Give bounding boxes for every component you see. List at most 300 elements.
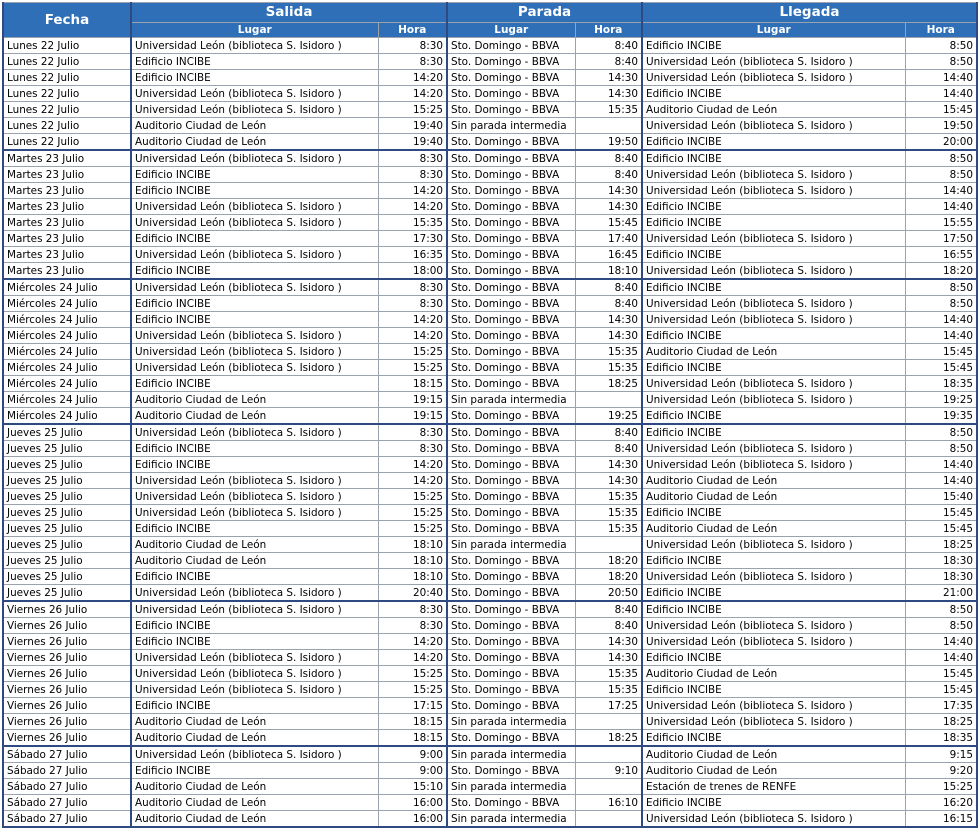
header-llegada-lugar: Lugar xyxy=(642,23,905,38)
table-row xyxy=(3,795,977,811)
fecha-cell: Jueves 25 Julio xyxy=(3,473,131,489)
llegada-lugar-cell: Edificio INCIBE xyxy=(642,215,905,231)
parada-lugar-cell: Sto. Domingo - BBVA xyxy=(447,183,575,199)
salida-lugar-cell: Auditorio Ciudad de León xyxy=(131,392,378,408)
fecha-cell: Lunes 22 Julio xyxy=(3,134,131,151)
fecha-cell: Viernes 26 Julio xyxy=(3,601,131,618)
salida-lugar-cell: Edificio INCIBE xyxy=(131,634,378,650)
salida-lugar-cell: Edificio INCIBE xyxy=(131,457,378,473)
llegada-lugar-cell: Edificio INCIBE xyxy=(642,795,905,811)
llegada-hora-cell: 15:45 xyxy=(905,666,977,682)
salida-hora-cell: 15:25 xyxy=(378,505,447,521)
llegada-lugar-cell: Estación de trenes de RENFE xyxy=(642,779,905,795)
parada-hora-cell: 8:40 xyxy=(575,424,642,441)
llegada-hora-cell: 15:45 xyxy=(905,102,977,118)
llegada-lugar-cell: Universidad León (biblioteca S. Isidoro ) xyxy=(642,376,905,392)
header-parada-hora: Hora xyxy=(575,23,642,38)
parada-lugar-cell: Sto. Domingo - BBVA xyxy=(447,150,575,167)
parada-hora-cell: 14:30 xyxy=(575,70,642,86)
parada-lugar-cell: Sto. Domingo - BBVA xyxy=(447,328,575,344)
table-row xyxy=(3,150,977,167)
parada-hora-cell: 15:35 xyxy=(575,521,642,537)
salida-hora-cell: 8:30 xyxy=(378,279,447,296)
salida-hora-cell: 19:15 xyxy=(378,392,447,408)
table-row xyxy=(3,698,977,714)
header-llegada: Llegada xyxy=(642,3,977,23)
header-fecha: Fecha xyxy=(3,3,131,38)
fecha-cell: Jueves 25 Julio xyxy=(3,505,131,521)
parada-hora-cell: 15:35 xyxy=(575,505,642,521)
salida-lugar-cell: Edificio INCIBE xyxy=(131,698,378,714)
salida-hora-cell: 16:00 xyxy=(378,811,447,828)
table-row xyxy=(3,730,977,747)
salida-hora-cell: 14:20 xyxy=(378,473,447,489)
llegada-lugar-cell: Universidad León (biblioteca S. Isidoro ) xyxy=(642,537,905,553)
llegada-hora-cell: 14:40 xyxy=(905,70,977,86)
llegada-hora-cell: 14:40 xyxy=(905,650,977,666)
salida-hora-cell: 14:20 xyxy=(378,86,447,102)
llegada-hora-cell: 8:50 xyxy=(905,424,977,441)
llegada-hora-cell: 14:40 xyxy=(905,473,977,489)
salida-hora-cell: 19:15 xyxy=(378,408,447,425)
llegada-lugar-cell: Auditorio Ciudad de León xyxy=(642,763,905,779)
table-row xyxy=(3,86,977,102)
parada-hora-cell: 18:20 xyxy=(575,569,642,585)
table-row xyxy=(3,505,977,521)
llegada-lugar-cell: Edificio INCIBE xyxy=(642,150,905,167)
salida-lugar-cell: Auditorio Ciudad de León xyxy=(131,730,378,747)
salida-hora-cell: 18:00 xyxy=(378,263,447,280)
parada-hora-cell: 9:10 xyxy=(575,763,642,779)
salida-hora-cell: 14:20 xyxy=(378,183,447,199)
salida-hora-cell: 20:40 xyxy=(378,585,447,602)
table-row xyxy=(3,779,977,795)
llegada-lugar-cell: Universidad León (biblioteca S. Isidoro ) xyxy=(642,698,905,714)
table-row xyxy=(3,54,977,70)
fecha-cell: Miércoles 24 Julio xyxy=(3,279,131,296)
fecha-cell: Sábado 27 Julio xyxy=(3,795,131,811)
salida-hora-cell: 8:30 xyxy=(378,54,447,70)
parada-lugar-cell: Sto. Domingo - BBVA xyxy=(447,312,575,328)
parada-lugar-cell: Sto. Domingo - BBVA xyxy=(447,263,575,280)
fecha-cell: Sábado 27 Julio xyxy=(3,779,131,795)
salida-lugar-cell: Universidad León (biblioteca S. Isidoro ) xyxy=(131,328,378,344)
salida-lugar-cell: Universidad León (biblioteca S. Isidoro ) xyxy=(131,360,378,376)
table-row xyxy=(3,666,977,682)
salida-lugar-cell: Edificio INCIBE xyxy=(131,167,378,183)
parada-hora-cell: 14:30 xyxy=(575,650,642,666)
llegada-hora-cell: 18:25 xyxy=(905,714,977,730)
llegada-hora-cell: 8:50 xyxy=(905,441,977,457)
llegada-lugar-cell: Auditorio Ciudad de León xyxy=(642,666,905,682)
parada-lugar-cell: Sto. Domingo - BBVA xyxy=(447,70,575,86)
parada-lugar-cell: Sto. Domingo - BBVA xyxy=(447,424,575,441)
salida-lugar-cell: Edificio INCIBE xyxy=(131,231,378,247)
llegada-lugar-cell: Universidad León (biblioteca S. Isidoro ) xyxy=(642,54,905,70)
llegada-lugar-cell: Auditorio Ciudad de León xyxy=(642,473,905,489)
salida-hora-cell: 17:30 xyxy=(378,231,447,247)
salida-hora-cell: 8:30 xyxy=(378,167,447,183)
llegada-lugar-cell: Edificio INCIBE xyxy=(642,650,905,666)
llegada-hora-cell: 16:20 xyxy=(905,795,977,811)
parada-lugar-cell: Sto. Domingo - BBVA xyxy=(447,134,575,151)
parada-hora-cell: 8:40 xyxy=(575,150,642,167)
salida-hora-cell: 14:20 xyxy=(378,70,447,86)
llegada-lugar-cell: Universidad León (biblioteca S. Isidoro ) xyxy=(642,457,905,473)
table-row xyxy=(3,408,977,425)
fecha-cell: Lunes 22 Julio xyxy=(3,38,131,54)
salida-lugar-cell: Universidad León (biblioteca S. Isidoro ) xyxy=(131,746,378,763)
parada-hora-cell: 18:10 xyxy=(575,263,642,280)
llegada-hora-cell: 15:45 xyxy=(905,360,977,376)
fecha-cell: Martes 23 Julio xyxy=(3,199,131,215)
salida-lugar-cell: Universidad León (biblioteca S. Isidoro ) xyxy=(131,424,378,441)
salida-hora-cell: 18:15 xyxy=(378,376,447,392)
salida-hora-cell: 9:00 xyxy=(378,746,447,763)
salida-lugar-cell: Auditorio Ciudad de León xyxy=(131,779,378,795)
llegada-hora-cell: 15:45 xyxy=(905,521,977,537)
salida-hora-cell: 18:15 xyxy=(378,714,447,730)
salida-lugar-cell: Universidad León (biblioteca S. Isidoro ) xyxy=(131,473,378,489)
parada-lugar-cell: Sto. Domingo - BBVA xyxy=(447,102,575,118)
parada-hora-cell: 16:10 xyxy=(575,795,642,811)
parada-hora-cell: 18:20 xyxy=(575,553,642,569)
parada-hora-cell: 8:40 xyxy=(575,618,642,634)
parada-hora-cell: 8:40 xyxy=(575,38,642,54)
parada-lugar-cell: Sto. Domingo - BBVA xyxy=(447,38,575,54)
salida-lugar-cell: Edificio INCIBE xyxy=(131,376,378,392)
llegada-lugar-cell: Edificio INCIBE xyxy=(642,38,905,54)
fecha-cell: Miércoles 24 Julio xyxy=(3,312,131,328)
llegada-lugar-cell: Edificio INCIBE xyxy=(642,360,905,376)
llegada-lugar-cell: Edificio INCIBE xyxy=(642,247,905,263)
llegada-hora-cell: 14:40 xyxy=(905,634,977,650)
salida-lugar-cell: Universidad León (biblioteca S. Isidoro ) xyxy=(131,585,378,602)
salida-hora-cell: 15:25 xyxy=(378,666,447,682)
parada-lugar-cell: Sto. Domingo - BBVA xyxy=(447,698,575,714)
fecha-cell: Martes 23 Julio xyxy=(3,263,131,280)
salida-hora-cell: 18:15 xyxy=(378,730,447,747)
parada-lugar-cell: Sin parada intermedia xyxy=(447,746,575,763)
parada-lugar-cell: Sto. Domingo - BBVA xyxy=(447,553,575,569)
llegada-hora-cell: 15:45 xyxy=(905,344,977,360)
fecha-cell: Sábado 27 Julio xyxy=(3,811,131,828)
llegada-hora-cell: 8:50 xyxy=(905,150,977,167)
salida-lugar-cell: Edificio INCIBE xyxy=(131,183,378,199)
salida-hora-cell: 15:25 xyxy=(378,344,447,360)
fecha-cell: Lunes 22 Julio xyxy=(3,86,131,102)
fecha-cell: Viernes 26 Julio xyxy=(3,618,131,634)
llegada-hora-cell: 8:50 xyxy=(905,296,977,312)
parada-lugar-cell: Sto. Domingo - BBVA xyxy=(447,215,575,231)
salida-lugar-cell: Edificio INCIBE xyxy=(131,312,378,328)
llegada-hora-cell: 14:40 xyxy=(905,328,977,344)
fecha-cell: Martes 23 Julio xyxy=(3,183,131,199)
llegada-hora-cell: 8:50 xyxy=(905,279,977,296)
parada-hora-cell xyxy=(575,779,642,795)
fecha-cell: Jueves 25 Julio xyxy=(3,489,131,505)
fecha-cell: Viernes 26 Julio xyxy=(3,650,131,666)
parada-hora-cell: 15:35 xyxy=(575,682,642,698)
salida-lugar-cell: Auditorio Ciudad de León xyxy=(131,811,378,828)
fecha-cell: Lunes 22 Julio xyxy=(3,54,131,70)
salida-lugar-cell: Auditorio Ciudad de León xyxy=(131,714,378,730)
fecha-cell: Jueves 25 Julio xyxy=(3,521,131,537)
parada-lugar-cell: Sin parada intermedia xyxy=(447,118,575,134)
table-row xyxy=(3,569,977,585)
parada-hora-cell: 19:50 xyxy=(575,134,642,151)
salida-hora-cell: 15:35 xyxy=(378,215,447,231)
bus-schedule-table xyxy=(2,2,978,828)
salida-hora-cell: 9:00 xyxy=(378,763,447,779)
table-row xyxy=(3,312,977,328)
llegada-hora-cell: 15:45 xyxy=(905,682,977,698)
salida-lugar-cell: Universidad León (biblioteca S. Isidoro ) xyxy=(131,279,378,296)
salida-lugar-cell: Universidad León (biblioteca S. Isidoro ) xyxy=(131,86,378,102)
salida-lugar-cell: Edificio INCIBE xyxy=(131,569,378,585)
salida-lugar-cell: Edificio INCIBE xyxy=(131,70,378,86)
llegada-hora-cell: 20:00 xyxy=(905,134,977,151)
llegada-hora-cell: 18:30 xyxy=(905,553,977,569)
salida-hora-cell: 16:35 xyxy=(378,247,447,263)
parada-lugar-cell: Sto. Domingo - BBVA xyxy=(447,585,575,602)
parada-hora-cell: 16:45 xyxy=(575,247,642,263)
parada-lugar-cell: Sto. Domingo - BBVA xyxy=(447,634,575,650)
parada-hora-cell: 14:30 xyxy=(575,328,642,344)
salida-lugar-cell: Universidad León (biblioteca S. Isidoro ) xyxy=(131,38,378,54)
table-row xyxy=(3,231,977,247)
parada-hora-cell: 14:30 xyxy=(575,86,642,102)
parada-hora-cell: 15:35 xyxy=(575,666,642,682)
table-row xyxy=(3,296,977,312)
salida-hora-cell: 15:25 xyxy=(378,521,447,537)
llegada-lugar-cell: Universidad León (biblioteca S. Isidoro ) xyxy=(642,231,905,247)
parada-lugar-cell: Sin parada intermedia xyxy=(447,779,575,795)
llegada-lugar-cell: Edificio INCIBE xyxy=(642,86,905,102)
salida-lugar-cell: Edificio INCIBE xyxy=(131,441,378,457)
llegada-lugar-cell: Edificio INCIBE xyxy=(642,682,905,698)
fecha-cell: Viernes 26 Julio xyxy=(3,666,131,682)
table-row xyxy=(3,521,977,537)
parada-lugar-cell: Sin parada intermedia xyxy=(447,811,575,828)
table-row xyxy=(3,263,977,280)
table-row xyxy=(3,279,977,296)
parada-lugar-cell: Sto. Domingo - BBVA xyxy=(447,618,575,634)
parada-lugar-cell: Sin parada intermedia xyxy=(447,714,575,730)
llegada-lugar-cell: Universidad León (biblioteca S. Isidoro ) xyxy=(642,312,905,328)
fecha-cell: Miércoles 24 Julio xyxy=(3,392,131,408)
fecha-cell: Miércoles 24 Julio xyxy=(3,360,131,376)
parada-lugar-cell: Sto. Domingo - BBVA xyxy=(447,344,575,360)
llegada-hora-cell: 14:40 xyxy=(905,199,977,215)
salida-lugar-cell: Universidad León (biblioteca S. Isidoro ) xyxy=(131,102,378,118)
llegada-lugar-cell: Edificio INCIBE xyxy=(642,424,905,441)
llegada-hora-cell: 8:50 xyxy=(905,601,977,618)
llegada-hora-cell: 18:20 xyxy=(905,263,977,280)
llegada-lugar-cell: Edificio INCIBE xyxy=(642,553,905,569)
fecha-cell: Lunes 22 Julio xyxy=(3,118,131,134)
parada-lugar-cell: Sto. Domingo - BBVA xyxy=(447,441,575,457)
salida-hora-cell: 14:20 xyxy=(378,328,447,344)
salida-lugar-cell: Auditorio Ciudad de León xyxy=(131,408,378,425)
parada-hora-cell: 17:25 xyxy=(575,698,642,714)
table-row xyxy=(3,553,977,569)
parada-lugar-cell: Sto. Domingo - BBVA xyxy=(447,666,575,682)
salida-hora-cell: 15:25 xyxy=(378,102,447,118)
llegada-lugar-cell: Auditorio Ciudad de León xyxy=(642,521,905,537)
llegada-lugar-cell: Universidad León (biblioteca S. Isidoro ) xyxy=(642,167,905,183)
fecha-cell: Martes 23 Julio xyxy=(3,167,131,183)
parada-hora-cell: 14:30 xyxy=(575,457,642,473)
llegada-hora-cell: 15:25 xyxy=(905,779,977,795)
salida-hora-cell: 19:40 xyxy=(378,134,447,151)
parada-hora-cell: 14:30 xyxy=(575,473,642,489)
parada-lugar-cell: Sin parada intermedia xyxy=(447,392,575,408)
salida-hora-cell: 8:30 xyxy=(378,424,447,441)
salida-lugar-cell: Universidad León (biblioteca S. Isidoro ) xyxy=(131,489,378,505)
llegada-hora-cell: 18:25 xyxy=(905,537,977,553)
llegada-lugar-cell: Universidad León (biblioteca S. Isidoro ) xyxy=(642,618,905,634)
parada-lugar-cell: Sto. Domingo - BBVA xyxy=(447,296,575,312)
salida-hora-cell: 15:25 xyxy=(378,489,447,505)
fecha-cell: Miércoles 24 Julio xyxy=(3,376,131,392)
fecha-cell: Viernes 26 Julio xyxy=(3,682,131,698)
fecha-cell: Viernes 26 Julio xyxy=(3,634,131,650)
table-row xyxy=(3,811,977,828)
parada-hora-cell: 8:40 xyxy=(575,441,642,457)
llegada-hora-cell: 8:50 xyxy=(905,167,977,183)
table-row xyxy=(3,215,977,231)
salida-hora-cell: 15:25 xyxy=(378,360,447,376)
salida-lugar-cell: Universidad León (biblioteca S. Isidoro ) xyxy=(131,666,378,682)
table-row xyxy=(3,247,977,263)
table-row xyxy=(3,344,977,360)
salida-lugar-cell: Edificio INCIBE xyxy=(131,296,378,312)
salida-hora-cell: 8:30 xyxy=(378,150,447,167)
llegada-hora-cell: 15:40 xyxy=(905,489,977,505)
parada-lugar-cell: Sto. Domingo - BBVA xyxy=(447,569,575,585)
salida-lugar-cell: Auditorio Ciudad de León xyxy=(131,795,378,811)
fecha-cell: Lunes 22 Julio xyxy=(3,70,131,86)
llegada-lugar-cell: Edificio INCIBE xyxy=(642,585,905,602)
table-row xyxy=(3,650,977,666)
parada-lugar-cell: Sto. Domingo - BBVA xyxy=(447,730,575,747)
parada-lugar-cell: Sto. Domingo - BBVA xyxy=(447,376,575,392)
llegada-lugar-cell: Edificio INCIBE xyxy=(642,199,905,215)
fecha-cell: Viernes 26 Julio xyxy=(3,730,131,747)
parada-hora-cell xyxy=(575,537,642,553)
parada-lugar-cell: Sto. Domingo - BBVA xyxy=(447,167,575,183)
llegada-lugar-cell: Universidad León (biblioteca S. Isidoro ) xyxy=(642,441,905,457)
table-row xyxy=(3,360,977,376)
fecha-cell: Martes 23 Julio xyxy=(3,215,131,231)
fecha-cell: Viernes 26 Julio xyxy=(3,698,131,714)
parada-lugar-cell: Sto. Domingo - BBVA xyxy=(447,682,575,698)
salida-lugar-cell: Edificio INCIBE xyxy=(131,54,378,70)
parada-lugar-cell: Sto. Domingo - BBVA xyxy=(447,601,575,618)
llegada-hora-cell: 18:35 xyxy=(905,376,977,392)
parada-hora-cell: 14:30 xyxy=(575,199,642,215)
parada-lugar-cell: Sto. Domingo - BBVA xyxy=(447,54,575,70)
parada-hora-cell: 15:35 xyxy=(575,344,642,360)
table-row xyxy=(3,489,977,505)
table-row xyxy=(3,473,977,489)
llegada-hora-cell: 19:50 xyxy=(905,118,977,134)
header-salida-hora: Hora xyxy=(378,23,447,38)
llegada-lugar-cell: Edificio INCIBE xyxy=(642,408,905,425)
table-row xyxy=(3,102,977,118)
parada-lugar-cell: Sto. Domingo - BBVA xyxy=(447,489,575,505)
salida-hora-cell: 17:15 xyxy=(378,698,447,714)
table-row xyxy=(3,376,977,392)
parada-lugar-cell: Sto. Domingo - BBVA xyxy=(447,521,575,537)
llegada-hora-cell: 14:40 xyxy=(905,312,977,328)
salida-lugar-cell: Auditorio Ciudad de León xyxy=(131,553,378,569)
salida-hora-cell: 18:10 xyxy=(378,553,447,569)
salida-hora-cell: 14:20 xyxy=(378,199,447,215)
salida-hora-cell: 19:40 xyxy=(378,118,447,134)
llegada-hora-cell: 18:30 xyxy=(905,569,977,585)
llegada-lugar-cell: Universidad León (biblioteca S. Isidoro ) xyxy=(642,714,905,730)
salida-lugar-cell: Auditorio Ciudad de León xyxy=(131,118,378,134)
llegada-hora-cell: 15:45 xyxy=(905,505,977,521)
llegada-hora-cell: 14:40 xyxy=(905,183,977,199)
salida-lugar-cell: Universidad León (biblioteca S. Isidoro ) xyxy=(131,505,378,521)
llegada-lugar-cell: Edificio INCIBE xyxy=(642,730,905,747)
fecha-cell: Jueves 25 Julio xyxy=(3,569,131,585)
fecha-cell: Lunes 22 Julio xyxy=(3,102,131,118)
salida-hora-cell: 14:20 xyxy=(378,312,447,328)
salida-hora-cell: 14:20 xyxy=(378,634,447,650)
llegada-lugar-cell: Edificio INCIBE xyxy=(642,328,905,344)
table-row xyxy=(3,618,977,634)
fecha-cell: Miércoles 24 Julio xyxy=(3,408,131,425)
salida-hora-cell: 14:20 xyxy=(378,650,447,666)
parada-hora-cell: 8:40 xyxy=(575,54,642,70)
llegada-hora-cell: 8:50 xyxy=(905,618,977,634)
parada-lugar-cell: Sto. Domingo - BBVA xyxy=(447,795,575,811)
llegada-lugar-cell: Universidad León (biblioteca S. Isidoro ) xyxy=(642,296,905,312)
salida-hora-cell: 15:10 xyxy=(378,779,447,795)
llegada-hora-cell: 8:50 xyxy=(905,38,977,54)
llegada-lugar-cell: Auditorio Ciudad de León xyxy=(642,489,905,505)
fecha-cell: Miércoles 24 Julio xyxy=(3,296,131,312)
parada-lugar-cell: Sin parada intermedia xyxy=(447,537,575,553)
table-row xyxy=(3,199,977,215)
parada-hora-cell xyxy=(575,392,642,408)
llegada-lugar-cell: Auditorio Ciudad de León xyxy=(642,344,905,360)
llegada-hora-cell: 18:35 xyxy=(905,730,977,747)
fecha-cell: Sábado 27 Julio xyxy=(3,746,131,763)
parada-hora-cell xyxy=(575,746,642,763)
fecha-cell: Jueves 25 Julio xyxy=(3,441,131,457)
salida-lugar-cell: Edificio INCIBE xyxy=(131,263,378,280)
table-row xyxy=(3,763,977,779)
salida-hora-cell: 8:30 xyxy=(378,38,447,54)
salida-lugar-cell: Edificio INCIBE xyxy=(131,521,378,537)
llegada-hora-cell: 14:40 xyxy=(905,86,977,102)
parada-lugar-cell: Sto. Domingo - BBVA xyxy=(447,199,575,215)
parada-lugar-cell: Sto. Domingo - BBVA xyxy=(447,86,575,102)
salida-lugar-cell: Universidad León (biblioteca S. Isidoro ) xyxy=(131,682,378,698)
llegada-hora-cell: 19:25 xyxy=(905,392,977,408)
parada-lugar-cell: Sto. Domingo - BBVA xyxy=(447,505,575,521)
salida-hora-cell: 8:30 xyxy=(378,441,447,457)
parada-hora-cell: 20:50 xyxy=(575,585,642,602)
salida-lugar-cell: Auditorio Ciudad de León xyxy=(131,537,378,553)
parada-hora-cell: 15:45 xyxy=(575,215,642,231)
salida-hora-cell: 8:30 xyxy=(378,296,447,312)
